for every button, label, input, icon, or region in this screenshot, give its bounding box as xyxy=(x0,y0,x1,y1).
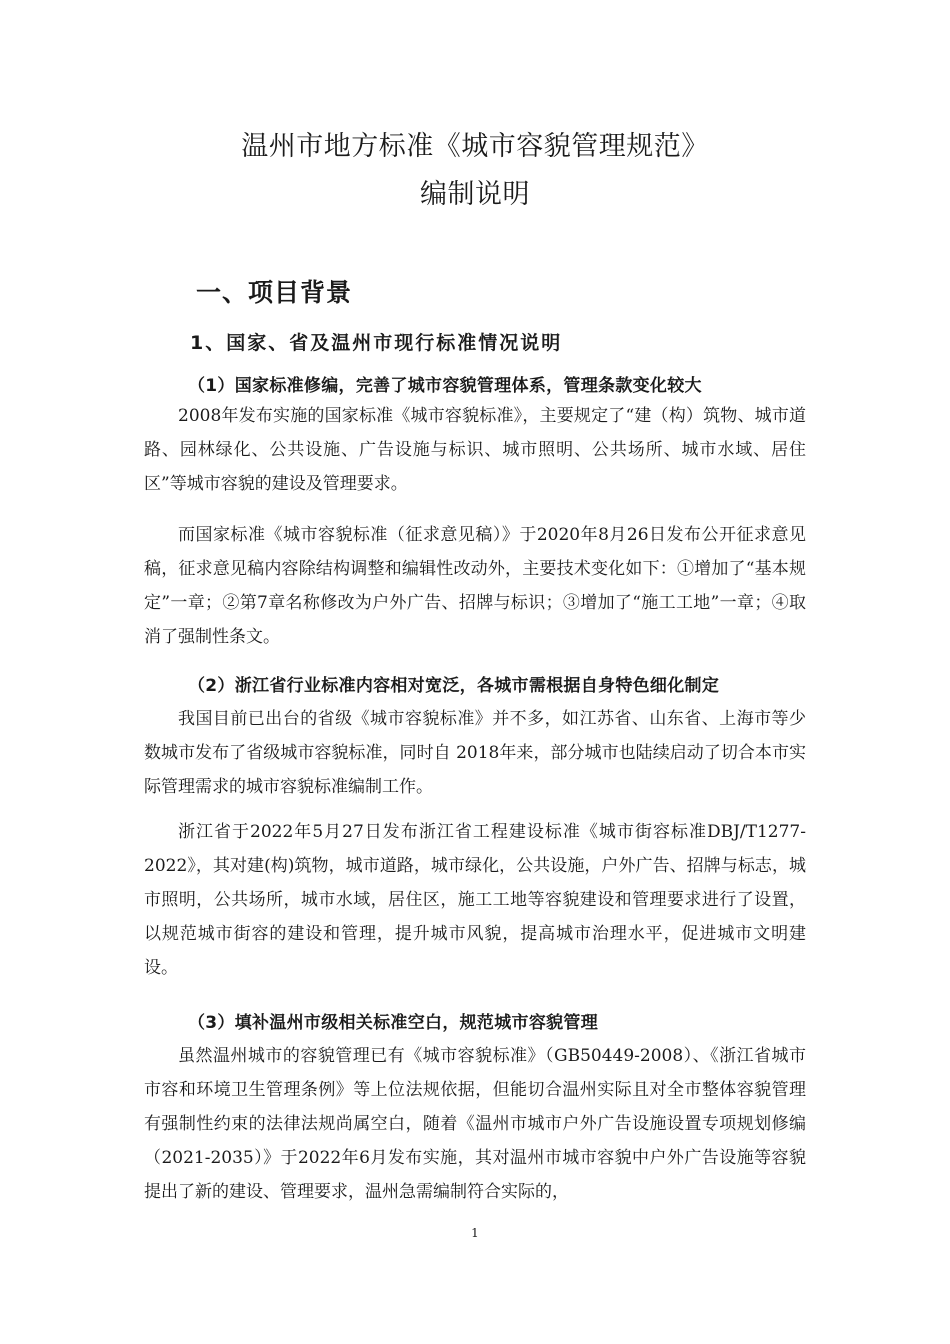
document-title: 温州市地方标准《城市容貌管理规范》 xyxy=(241,131,709,162)
page-number: 1 xyxy=(471,1226,479,1240)
paragraph-wenzhou: 虽然温州城市的容貌管理已有《城市容貌标准》（GB50449-2008）、《浙江省城市市容和环境卫生管理条例》等上位法规依据，但能切合温州实际且对全市整体容貌管理有强制性约束的法律法规尚属空白，随着《温州市城市户外广告设施设置专项规划修编（2021-2035）》于2022年6月发布实施，其对温州市城市容貌中户外广告设施等容貌提出了新的建设、管理要求，温州急需编制符合实际的， xyxy=(144,1046,806,1202)
paragraph-national-2008: 2008年发布实施的国家标准《城市容貌标准》，主要规定了“建（构）筑物、城市道路、园林绿化、公共设施、广告设施与标识、城市照明、公共场所、城市水域、居住区”等城市容貌的建设及管理要求。 xyxy=(144,406,806,494)
item-heading-national: （1）国家标准修编，完善了城市容貌管理体系，管理条款变化较大 xyxy=(188,376,702,396)
item-heading-wenzhou: （3）填补温州市级相关标准空白，规范城市容貌管理 xyxy=(188,1013,599,1033)
paragraph-national-draft: 而国家标准《城市容貌标准（征求意见稿）》于2020年8月26日发布公开征求意见稿，征求意见稿内容除结构调整和编辑性改动外，主要技术变化如下：①增加了“基本规定”一章；②第7章名称修改为户外广告、招牌与标识；③增加了“施工工地”一章；④取消了强制性条文。 xyxy=(144,525,806,647)
section-heading-background: 一、项目背景 xyxy=(196,278,353,307)
subsection-heading-standards: 1、国家、省及温州市现行标准情况说明 xyxy=(190,332,563,354)
item-heading-zhejiang: （2）浙江省行业标准内容相对宽泛，各城市需根据自身特色细化制定 xyxy=(188,676,720,696)
paragraph-zhejiang-2022: 浙江省于2022年5月27日发布浙江省工程建设标准《城市街容标准DBJ/T1277-2022》，其对建(构)筑物，城市道路，城市绿化，公共设施，户外广告、招牌与标志，城市照明，公共场所，城市水域，居住区，施工工地等容貌建设和管理要求进行了设置，以规范城市街容的建设和管理，提升城市风貌，提高城市治理水平，促进城市文明建设。 xyxy=(144,822,806,978)
paragraph-provincial: 我国目前已出台的省级《城市容貌标准》并不多，如江苏省、山东省、上海市等少数城市发布了省级城市容貌标准，同时自 2018年来，部分城市也陆续启动了切合本市实际管理需求的城市容貌标准编制工作。 xyxy=(144,709,806,797)
document-subtitle: 编制说明 xyxy=(420,179,530,210)
